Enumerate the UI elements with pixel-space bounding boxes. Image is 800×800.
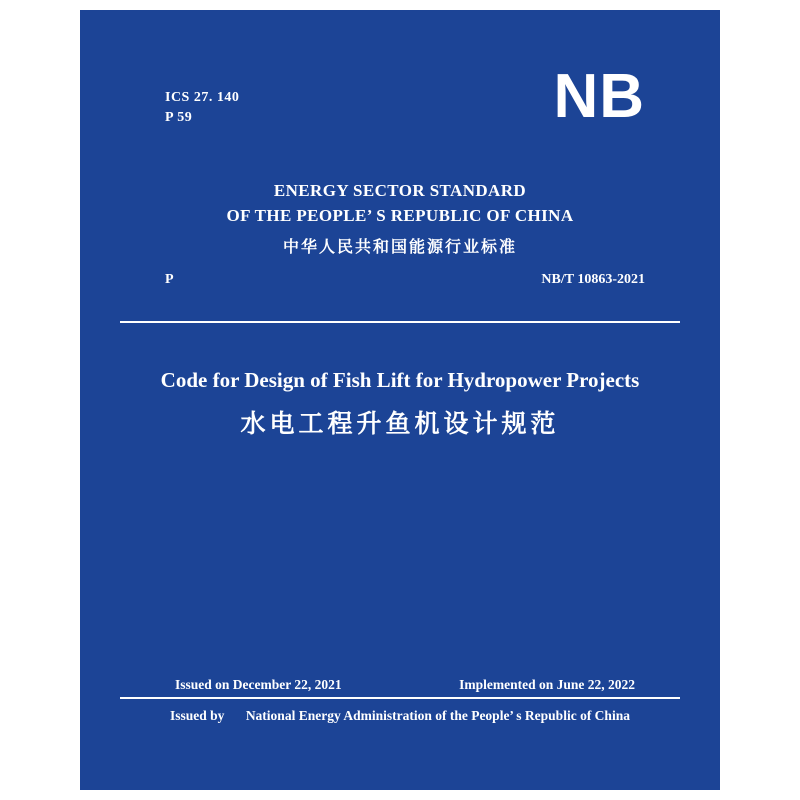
issued-on-date: Issued on December 22, 2021 xyxy=(175,677,342,692)
nb-logo: NB xyxy=(553,62,645,131)
standard-number: NB/T 10863-2021 xyxy=(541,272,645,287)
ics-block xyxy=(165,88,239,128)
divider-bottom xyxy=(120,697,680,699)
issued-by-organization: National Energy Administration of the People’ s Republic of China xyxy=(245,708,630,723)
document-title-en: Code for Design of Fish Lift for Hydropower Projects xyxy=(160,368,640,392)
document-title-cn: 水电工程升鱼机设计规范 xyxy=(240,409,560,438)
issued-by-label: Issued by xyxy=(170,708,225,723)
classification-code: P 59 xyxy=(165,110,193,125)
standard-code-row xyxy=(165,272,645,288)
divider-top xyxy=(120,321,680,323)
standard-authority-title-cn: 中华人民共和国能源行业标准 xyxy=(282,237,517,256)
dates-row xyxy=(175,677,635,693)
standard-authority-title xyxy=(80,178,720,228)
standard-authority-line2: OF THE PEOPLE’ S REPUBLIC OF CHINA xyxy=(226,206,574,225)
category-letter: P xyxy=(165,272,174,287)
ics-number: ICS 27. 140 xyxy=(165,90,240,105)
issuer-row xyxy=(80,708,720,724)
standard-cover xyxy=(80,10,720,790)
implemented-on-date: Implemented on June 22, 2022 xyxy=(459,677,635,692)
standard-authority-line1: ENERGY SECTOR STANDARD xyxy=(273,181,527,200)
